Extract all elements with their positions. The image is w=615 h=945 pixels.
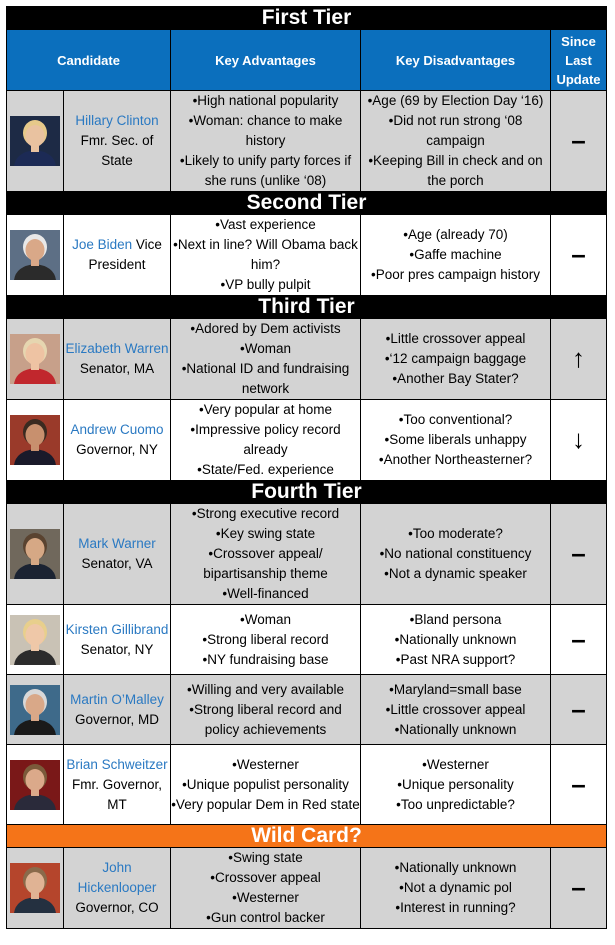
advantages-cell [171, 215, 361, 296]
advantage-item: •Strong liberal record [202, 631, 329, 647]
advantage-item: •State/Fed. experience [197, 462, 334, 477]
disadvantages-cell [361, 400, 551, 481]
change-cell [551, 675, 607, 745]
candidate-photo-kirsten-gillibrand [10, 615, 60, 665]
down-arrow-icon: ↓ [572, 424, 585, 454]
candidate-row-hillary-clinton [7, 91, 607, 192]
candidate-row-andrew-cuomo [7, 400, 607, 481]
disadvantage-item: •Keeping Bill in check and on the porch [368, 153, 543, 188]
disadvantage-item: •Interest in running? [395, 900, 516, 915]
disadvantage-item: •Little crossover appeal [385, 331, 526, 346]
advantages-cell [171, 605, 361, 675]
candidate-row-kirsten-gillibrand [7, 605, 607, 675]
tier-row [7, 192, 607, 215]
advantage-item: •Woman: chance to make history [188, 113, 343, 148]
change-cell [551, 745, 607, 825]
candidate-photo-brian-schweitzer [10, 760, 60, 810]
advantages-cell [171, 504, 361, 605]
photo-cell [7, 848, 64, 929]
advantage-item: •Well-financed [222, 586, 309, 601]
candidate-position: Vice President [88, 237, 162, 272]
candidate-photo-elizabeth-warren [10, 334, 60, 384]
disadvantage-item: •Age (already 70) [403, 227, 508, 242]
candidate-name: Martin O’Malley [70, 691, 164, 707]
candidate-position: Fmr. Governor, MT [71, 776, 163, 812]
change-cell [551, 605, 607, 675]
advantage-item: •Strong liberal record and policy achievements [189, 701, 342, 737]
disadvantage-item: •Nationally unknown [394, 631, 517, 647]
no-change-dash-icon: – [571, 693, 586, 724]
photo-cell [7, 745, 64, 825]
change-cell [551, 504, 607, 605]
advantage-item: •Willing and very available [186, 681, 345, 697]
disadvantage-item: •Some liberals unhappy [384, 432, 527, 447]
change-cell [551, 319, 607, 400]
candidate-cell [64, 605, 171, 675]
no-change-dash-icon: – [571, 125, 586, 155]
candidate-tier-table [6, 6, 607, 929]
candidate-photo-hillary-clinton [10, 116, 60, 166]
advantage-item: •Likely to unify party forces if she runs (unlike ‘08) [179, 153, 352, 188]
candidate-name: Hillary Clinton [75, 113, 159, 128]
tier-row [7, 7, 607, 30]
advantage-item: •NY fundraising base [202, 651, 329, 667]
candidate-cell [64, 504, 171, 605]
up-arrow-icon: ↑ [572, 343, 585, 373]
disadvantages-cell [361, 605, 551, 675]
candidate-row-martin-o-malley [7, 675, 607, 745]
advantage-item: •Swing state [228, 850, 303, 865]
change-cell [551, 91, 607, 192]
advantage-item: •Woman [240, 611, 291, 627]
disadvantages-cell [361, 504, 551, 605]
candidate-position: Governor, MD [74, 711, 160, 727]
disadvantages-cell [361, 745, 551, 825]
candidate-cell [64, 400, 171, 481]
candidate-row-elizabeth-warren [7, 319, 607, 400]
disadvantages-cell [361, 91, 551, 192]
disadvantage-item: •Too moderate? [408, 526, 503, 541]
advantage-item: •Unique populist personality [182, 776, 349, 792]
disadvantage-item: •‘12 campaign baggage [384, 351, 527, 366]
candidate-photo-martin-o-malley [10, 685, 60, 735]
candidate-cell [64, 319, 171, 400]
candidate-position: Governor, CO [75, 900, 159, 915]
candidate-position: Senator, VA [81, 556, 153, 571]
no-change-dash-icon: – [571, 623, 586, 654]
column-header-row [7, 30, 607, 91]
change-cell [551, 400, 607, 481]
column-header-advantages: Key Advantages [171, 30, 361, 91]
tier-heading: Third Tier [7, 296, 607, 319]
photo-cell [7, 91, 64, 192]
candidate-photo-andrew-cuomo [10, 415, 60, 465]
tier-heading: Fourth Tier [7, 481, 607, 504]
candidate-name: Kirsten Gillibrand [65, 621, 169, 637]
column-header-since-last-update: Since Last Update [551, 30, 607, 91]
candidate-position: Governor, NY [76, 442, 158, 457]
advantage-item: •Vast experience [215, 217, 316, 232]
disadvantage-item: •No national constituency [379, 546, 532, 561]
disadvantage-item: •Age (69 by Election Day ‘16) [367, 93, 544, 108]
advantages-cell [171, 400, 361, 481]
candidate-position: Fmr. Sec. of State [80, 133, 154, 168]
disadvantage-item: •Unique personality [397, 776, 514, 792]
advantage-item: •Very popular at home [198, 402, 333, 417]
photo-cell [7, 504, 64, 605]
candidate-row-joe-biden [7, 215, 607, 296]
advantage-item: •Impressive policy record already [190, 422, 341, 457]
advantages-cell [171, 319, 361, 400]
advantage-item: •National ID and fundraising network [181, 361, 350, 396]
advantage-item: •Next in line? Will Obama back him? [173, 237, 358, 272]
disadvantage-item: •Gaffe machine [409, 247, 502, 262]
photo-cell [7, 319, 64, 400]
advantage-item: •Key swing state [215, 526, 316, 541]
column-header-disadvantages: Key Disadvantages [361, 30, 551, 91]
candidate-cell [64, 848, 171, 929]
disadvantage-item: •Maryland=small base [389, 681, 522, 697]
disadvantage-item: •Too conventional? [398, 412, 513, 427]
advantages-cell [171, 91, 361, 192]
advantage-item: •Westerner [232, 756, 299, 772]
disadvantage-item: •Little crossover appeal [385, 701, 526, 717]
disadvantages-cell [361, 319, 551, 400]
disadvantage-item: •Nationally unknown [394, 860, 517, 875]
advantage-item: •Crossover appeal/ bipartisanship theme [203, 546, 328, 581]
disadvantage-item: •Past NRA support? [395, 651, 516, 667]
candidate-row-mark-warner [7, 504, 607, 605]
advantage-item: •Strong executive record [191, 506, 340, 521]
photo-cell [7, 215, 64, 296]
candidate-position: Senator, MA [79, 361, 155, 376]
no-change-dash-icon: – [571, 538, 586, 568]
candidate-cell [64, 215, 171, 296]
tier-row [7, 825, 607, 848]
photo-cell [7, 675, 64, 745]
disadvantage-item: •Another Northeasterner? [378, 452, 533, 467]
change-cell [551, 215, 607, 296]
candidate-name: Andrew Cuomo [70, 422, 164, 437]
no-change-dash-icon: – [571, 872, 586, 902]
candidate-name: Elizabeth Warren [65, 341, 169, 356]
candidate-cell [64, 91, 171, 192]
candidate-photo-john-hickenlooper [10, 863, 60, 913]
candidate-cell [64, 675, 171, 745]
disadvantage-item: •Too unpredictable? [396, 796, 515, 812]
advantage-item: •High national popularity [192, 93, 339, 108]
advantage-item: •Very popular Dem in Red state [171, 796, 360, 812]
disadvantage-item: •Poor pres campaign history [370, 267, 541, 282]
tier-row [7, 296, 607, 319]
disadvantage-item: •Bland persona [409, 611, 502, 627]
no-change-dash-icon: – [571, 239, 586, 269]
disadvantage-item: •Not a dynamic speaker [384, 566, 527, 581]
candidate-name: Joe Biden [72, 237, 133, 252]
disadvantages-cell [361, 848, 551, 929]
tier-heading: Second Tier [7, 192, 607, 215]
candidate-photo-joe-biden [10, 230, 60, 280]
advantages-cell [171, 675, 361, 745]
disadvantage-item: •Westerner [422, 756, 489, 772]
photo-cell [7, 400, 64, 481]
advantage-item: •Gun control backer [206, 910, 325, 925]
advantage-item: •VP bully pulpit [220, 277, 311, 292]
column-header-candidate: Candidate [7, 30, 171, 91]
disadvantage-item: •Nationally unknown [394, 721, 517, 737]
candidate-name: Brian Schweitzer [66, 756, 168, 772]
advantages-cell [171, 745, 361, 825]
disadvantage-item: •Another Bay Stater? [392, 371, 519, 386]
tier-row [7, 481, 607, 504]
tier-heading: Wild Card? [7, 825, 607, 848]
advantage-item: •Crossover appeal [210, 870, 321, 885]
advantages-cell [171, 848, 361, 929]
tier-heading: First Tier [7, 7, 607, 30]
change-cell [551, 848, 607, 929]
advantage-item: •Adored by Dem activists [190, 321, 341, 336]
candidate-photo-mark-warner [10, 529, 60, 579]
disadvantages-cell [361, 675, 551, 745]
candidate-row-brian-schweitzer [7, 745, 607, 825]
photo-cell [7, 605, 64, 675]
advantage-item: •Westerner [232, 890, 299, 905]
advantage-item: •Woman [240, 341, 291, 356]
candidate-name: Mark Warner [78, 536, 156, 551]
candidate-name: John Hickenlooper [77, 860, 157, 895]
candidate-row-john-hickenlooper [7, 848, 607, 929]
candidate-cell [64, 745, 171, 825]
candidate-position: Senator, NY [80, 641, 154, 657]
no-change-dash-icon: – [571, 768, 586, 799]
disadvantage-item: •Not a dynamic pol [399, 880, 512, 895]
disadvantages-cell [361, 215, 551, 296]
disadvantage-item: •Did not run strong ‘08 campaign [388, 113, 523, 148]
